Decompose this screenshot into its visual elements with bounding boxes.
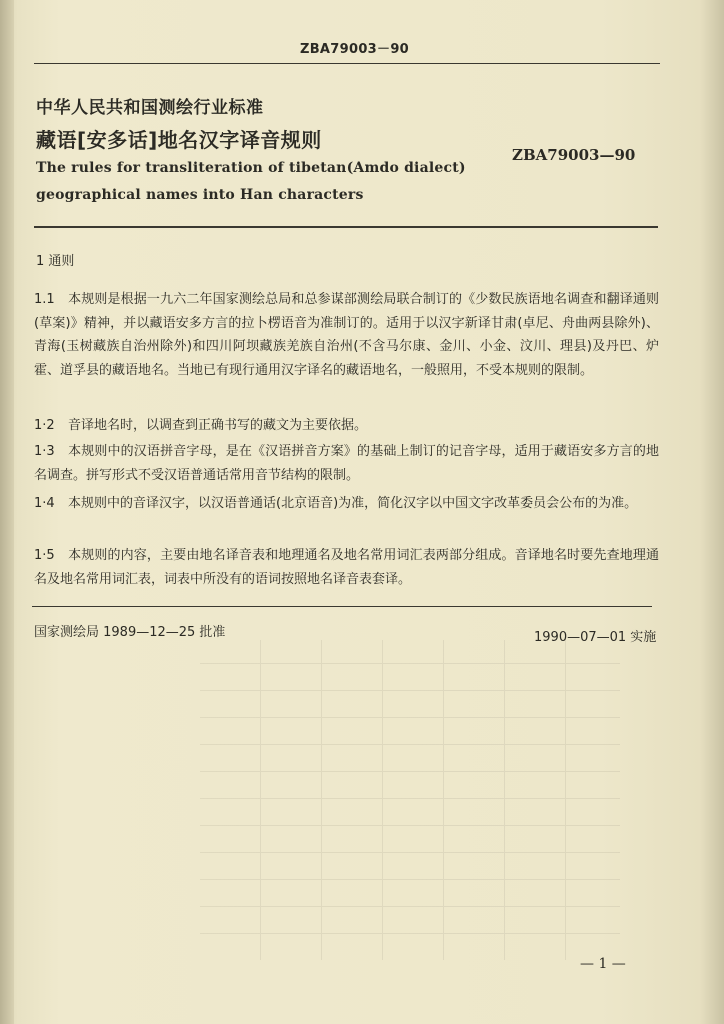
standard-code: ZBA79003—90 — [512, 146, 636, 164]
section-heading: 1 通则 — [36, 254, 75, 269]
header-standard-code: ZBA79003－90 — [300, 42, 410, 57]
clause-number: 1·3 — [34, 444, 55, 459]
clause-1-3 — [34, 440, 659, 487]
clause-1-5 — [34, 544, 659, 591]
header-rule — [34, 63, 660, 64]
clause-number: 1.1 — [34, 292, 55, 307]
clause-text: 本规则的内容，主要由地名译音表和地理通名及地名常用词汇表两部分组成。音译地名时要先查地理通名及地名常用词汇表，词表中所没有的语词按照地名译音表套译。 — [34, 548, 659, 587]
bleed-through-table — [200, 640, 620, 960]
clause-number: 1·2 — [34, 418, 55, 433]
clause-text: 本规则中的汉语拼音字母，是在《汉语拼音方案》的基础上制订的记音字母，适用于藏语安多方言的地名调查。拼写形式不受汉语普通话常用音节结构的限制。 — [34, 444, 659, 483]
effective-date: 1990—07—01 实施 — [534, 630, 657, 645]
clause-1-4 — [34, 492, 659, 516]
clause-1-2 — [34, 414, 659, 438]
clause-text: 本规则中的音译汉字，以汉语普通话(北京语音)为准，简化汉字以中国文字改革委员会公布的为准。 — [68, 496, 638, 511]
clause-text: 音译地名时，以调查到正确书写的藏文为主要依据。 — [68, 418, 368, 433]
standard-title-cn: 藏语[安多话]地名汉字译音规则 — [36, 128, 322, 152]
binding-shadow — [0, 0, 14, 1024]
footer-rule — [32, 606, 652, 607]
clause-number: 1·5 — [34, 548, 55, 563]
clause-number: 1·4 — [34, 496, 55, 511]
title-rule — [34, 226, 658, 228]
approval-date: 国家测绘局 1989—12—25 批准 — [34, 625, 226, 640]
standard-title-en-line1: The rules for transliteration of tibetan(Amdo dialect) — [36, 160, 466, 176]
clause-text: 本规则是根据一九六二年国家测绘总局和总参谋部测绘局联合制订的《少数民族语地名调查和翻译通则(草案)》精神，并以藏语安多方言的拉卜楞语音为准制订的。适用于以汉字新译甘肃(卓尼、舟曲两县除外)、青海(玉树藏族自治州除外)和四川阿坝藏族羌族自治州(不含马尔康、金川、小金、汶川、理县)及丹巴、炉霍、道孚县的藏语地名。当地已有现行通用汉字译名的藏语地名，一般照用，不受本规则的限制。 — [34, 292, 659, 378]
standard-title-en-line2: geographical names into Han characters — [36, 187, 364, 203]
standard-category: 中华人民共和国测绘行业标准 — [36, 98, 264, 118]
clause-1-1 — [34, 288, 659, 382]
page-number: — 1 — — [580, 956, 626, 972]
